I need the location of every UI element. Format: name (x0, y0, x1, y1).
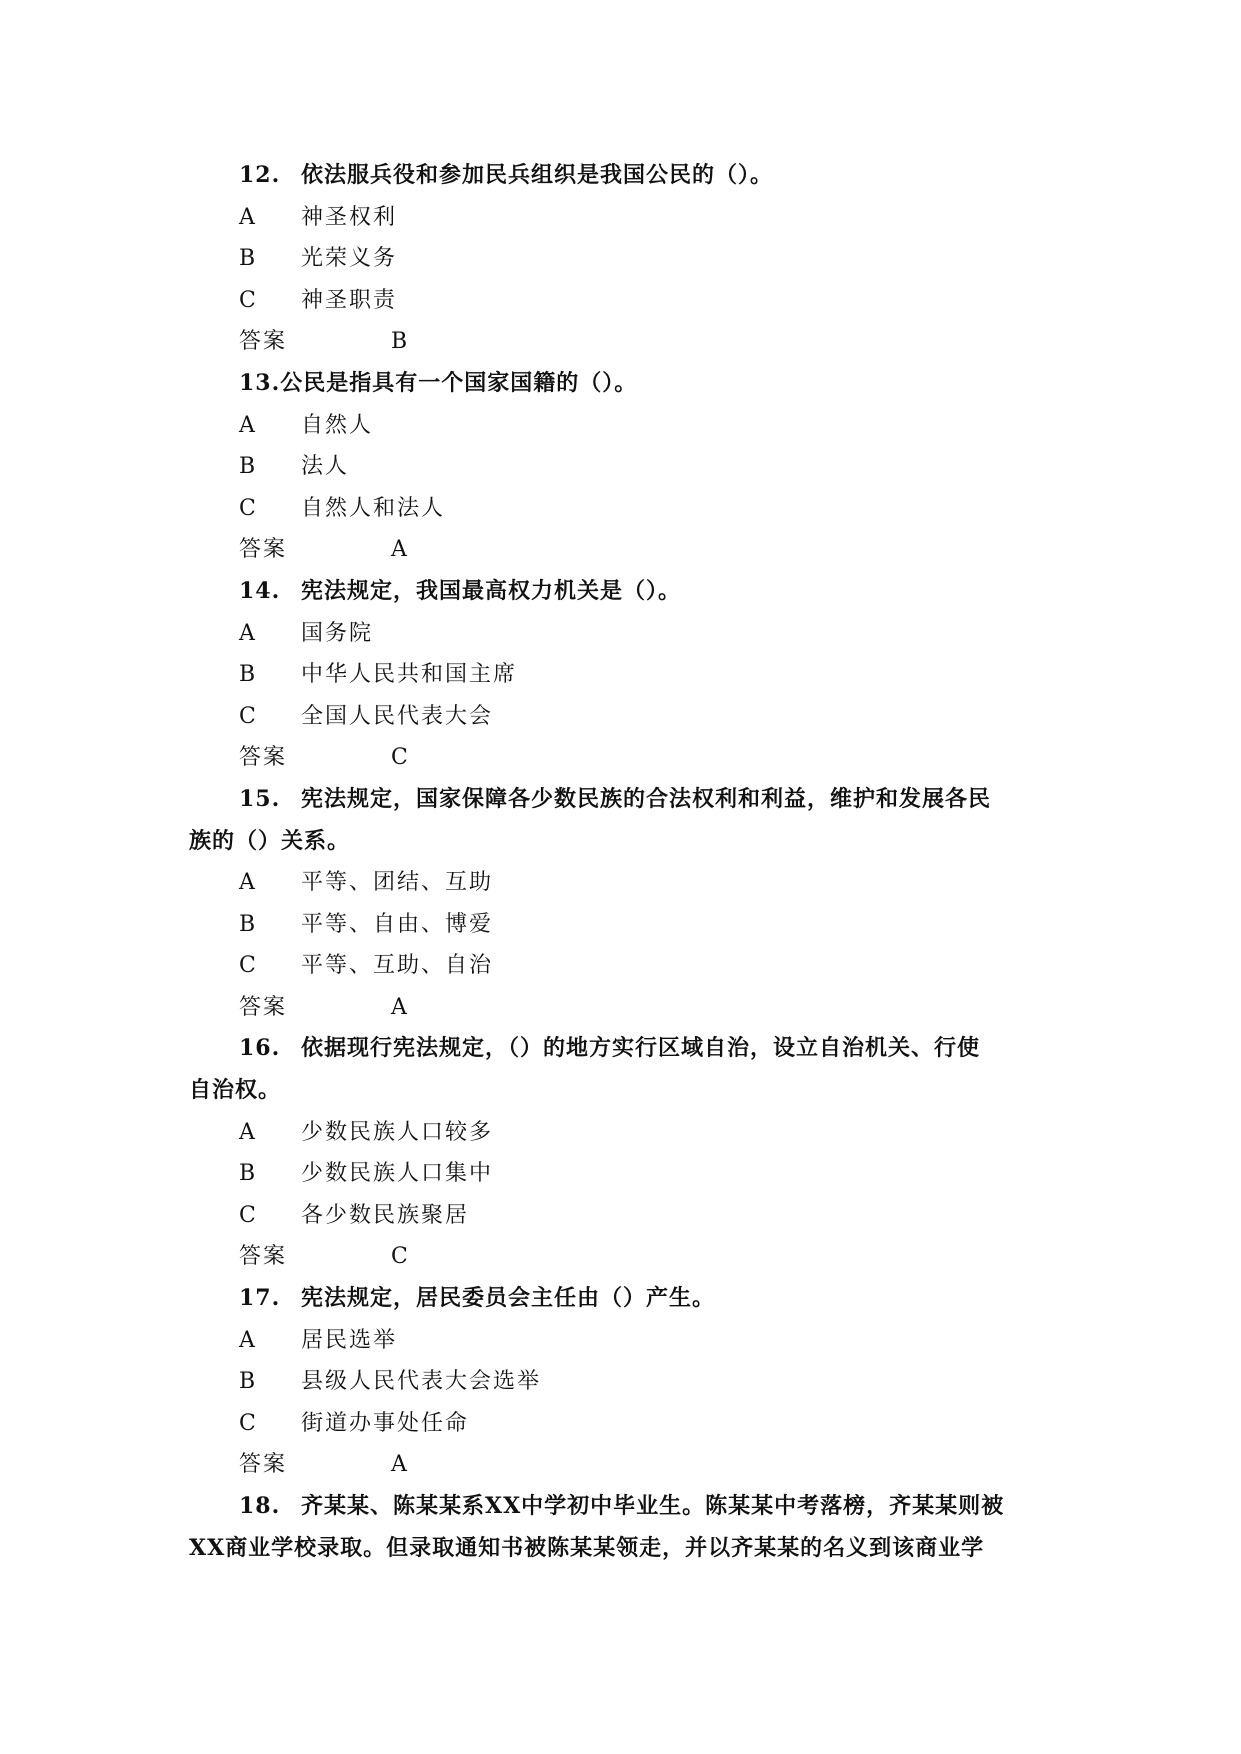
answer-label: 答案 (239, 1452, 288, 1478)
option-text: 各少数民族聚居 (301, 1202, 470, 1228)
question-number: 12. (239, 162, 281, 188)
answer-label: 答案 (239, 329, 288, 355)
question-text: 依法服兵役和参加民兵组织是我国公民的（）。 (301, 162, 774, 188)
answer-line (189, 737, 1059, 779)
question-number: 14. (239, 577, 281, 604)
option-text: 县级人民代表大会选举 (301, 1369, 542, 1395)
question-number: 16. (239, 1035, 281, 1062)
option-c (189, 696, 1059, 738)
option-text: 国务院 (301, 620, 374, 646)
question-text-continued: XX商业学校录取。但录取通知书被陈某某领走，并以齐某某的名义到该商业学 (189, 1534, 985, 1561)
option-c (189, 945, 1059, 987)
question-number: 17. (239, 1285, 281, 1312)
option-letter: A (239, 1327, 255, 1353)
option-letter: A (239, 870, 255, 896)
answer-line (189, 1236, 1059, 1278)
answer-label: 答案 (239, 994, 288, 1020)
question-stem (189, 779, 1059, 821)
option-b (189, 1361, 1059, 1403)
question-list (189, 155, 1059, 1569)
option-c (189, 488, 1059, 530)
question-stem (189, 1278, 1059, 1320)
question-number: 18. (239, 1493, 281, 1519)
option-a (189, 862, 1059, 904)
question-block (189, 1486, 1059, 1569)
option-letter: B (239, 454, 256, 480)
question-number: 15. (239, 785, 281, 812)
answer-label: 答案 (239, 745, 288, 771)
option-a (189, 1112, 1059, 1154)
option-text: 少数民族人口较多 (301, 1119, 494, 1145)
answer-line (189, 529, 1059, 571)
question-text: 宪法规定，国家保障各少数民族的合法权利和利益，维护和发展各民 (301, 785, 992, 812)
question-block (189, 155, 1059, 363)
answer-value: C (391, 745, 408, 771)
question-text: 宪法规定，居民委员会主任由（）产生。 (301, 1285, 716, 1312)
option-text: 少数民族人口集中 (301, 1161, 494, 1187)
question-stem (189, 363, 1059, 405)
question-block (189, 1278, 1059, 1486)
answer-value: A (391, 537, 407, 563)
option-b (189, 1153, 1059, 1195)
question-text: 依据现行宪法规定，（）的地方实行区域自治，设立自治机关、行使 (301, 1035, 981, 1062)
option-letter: A (239, 1119, 255, 1145)
question-number: 13. (239, 369, 281, 396)
option-letter: B (239, 662, 256, 688)
option-letter: C (239, 703, 256, 729)
question-stem (189, 1486, 1059, 1528)
option-text: 中华人民共和国主席 (301, 662, 518, 688)
option-b (189, 238, 1059, 280)
option-letter: C (239, 287, 256, 313)
option-a (189, 613, 1059, 655)
answer-value: B (391, 329, 408, 355)
option-letter: B (239, 1161, 256, 1187)
option-letter: A (239, 412, 255, 438)
option-b (189, 904, 1059, 946)
answer-line (189, 321, 1059, 363)
option-text: 平等、互助、自治 (301, 953, 494, 979)
answer-value: A (391, 994, 407, 1020)
question-text-continued: 自治权。 (189, 1077, 282, 1104)
option-text: 自然人和法人 (301, 495, 446, 521)
question-stem (189, 155, 1059, 197)
option-text: 平等、团结、互助 (301, 870, 494, 896)
option-c (189, 280, 1059, 322)
question-text: 公民是指具有一个国家国籍的（）。 (280, 369, 638, 396)
option-letter: B (239, 246, 256, 272)
answer-value: A (391, 1452, 407, 1478)
option-text: 法人 (301, 454, 350, 480)
question-stem (189, 1028, 1059, 1070)
option-letter: C (239, 1202, 256, 1228)
question-text-continued: 族的（）关系。 (189, 827, 351, 854)
answer-line (189, 987, 1059, 1029)
answer-line (189, 1444, 1059, 1486)
option-text: 平等、自由、博爱 (301, 911, 494, 937)
option-text: 全国人民代表大会 (301, 703, 494, 729)
option-a (189, 405, 1059, 447)
option-b (189, 446, 1059, 488)
option-c (189, 1403, 1059, 1445)
question-block (189, 363, 1059, 571)
question-block (189, 571, 1059, 779)
option-text: 街道办事处任命 (301, 1410, 470, 1436)
option-text: 光荣义务 (301, 246, 398, 272)
question-block (189, 1028, 1059, 1278)
option-letter: B (239, 911, 256, 937)
option-letter: A (239, 204, 255, 230)
option-c (189, 1195, 1059, 1237)
answer-value: C (391, 1244, 408, 1270)
question-block (189, 779, 1059, 1029)
option-text: 神圣权利 (301, 204, 398, 230)
answer-label: 答案 (239, 537, 288, 563)
option-letter: C (239, 495, 256, 521)
question-text: 齐某某、陈某某系XX中学初中毕业生。陈某某中考落榜，齐某某则被 (301, 1493, 1005, 1519)
option-letter: C (239, 953, 256, 979)
answer-label: 答案 (239, 1244, 288, 1270)
option-letter: A (239, 620, 255, 646)
option-a (189, 1320, 1059, 1362)
option-text: 神圣职责 (301, 287, 398, 313)
option-a (189, 197, 1059, 239)
option-letter: C (239, 1410, 256, 1436)
option-text: 居民选举 (301, 1327, 398, 1353)
question-stem (189, 571, 1059, 613)
option-text: 自然人 (301, 412, 374, 438)
option-letter: B (239, 1369, 256, 1395)
option-b (189, 654, 1059, 696)
question-text: 宪法规定，我国最高权力机关是（）。 (301, 577, 682, 604)
